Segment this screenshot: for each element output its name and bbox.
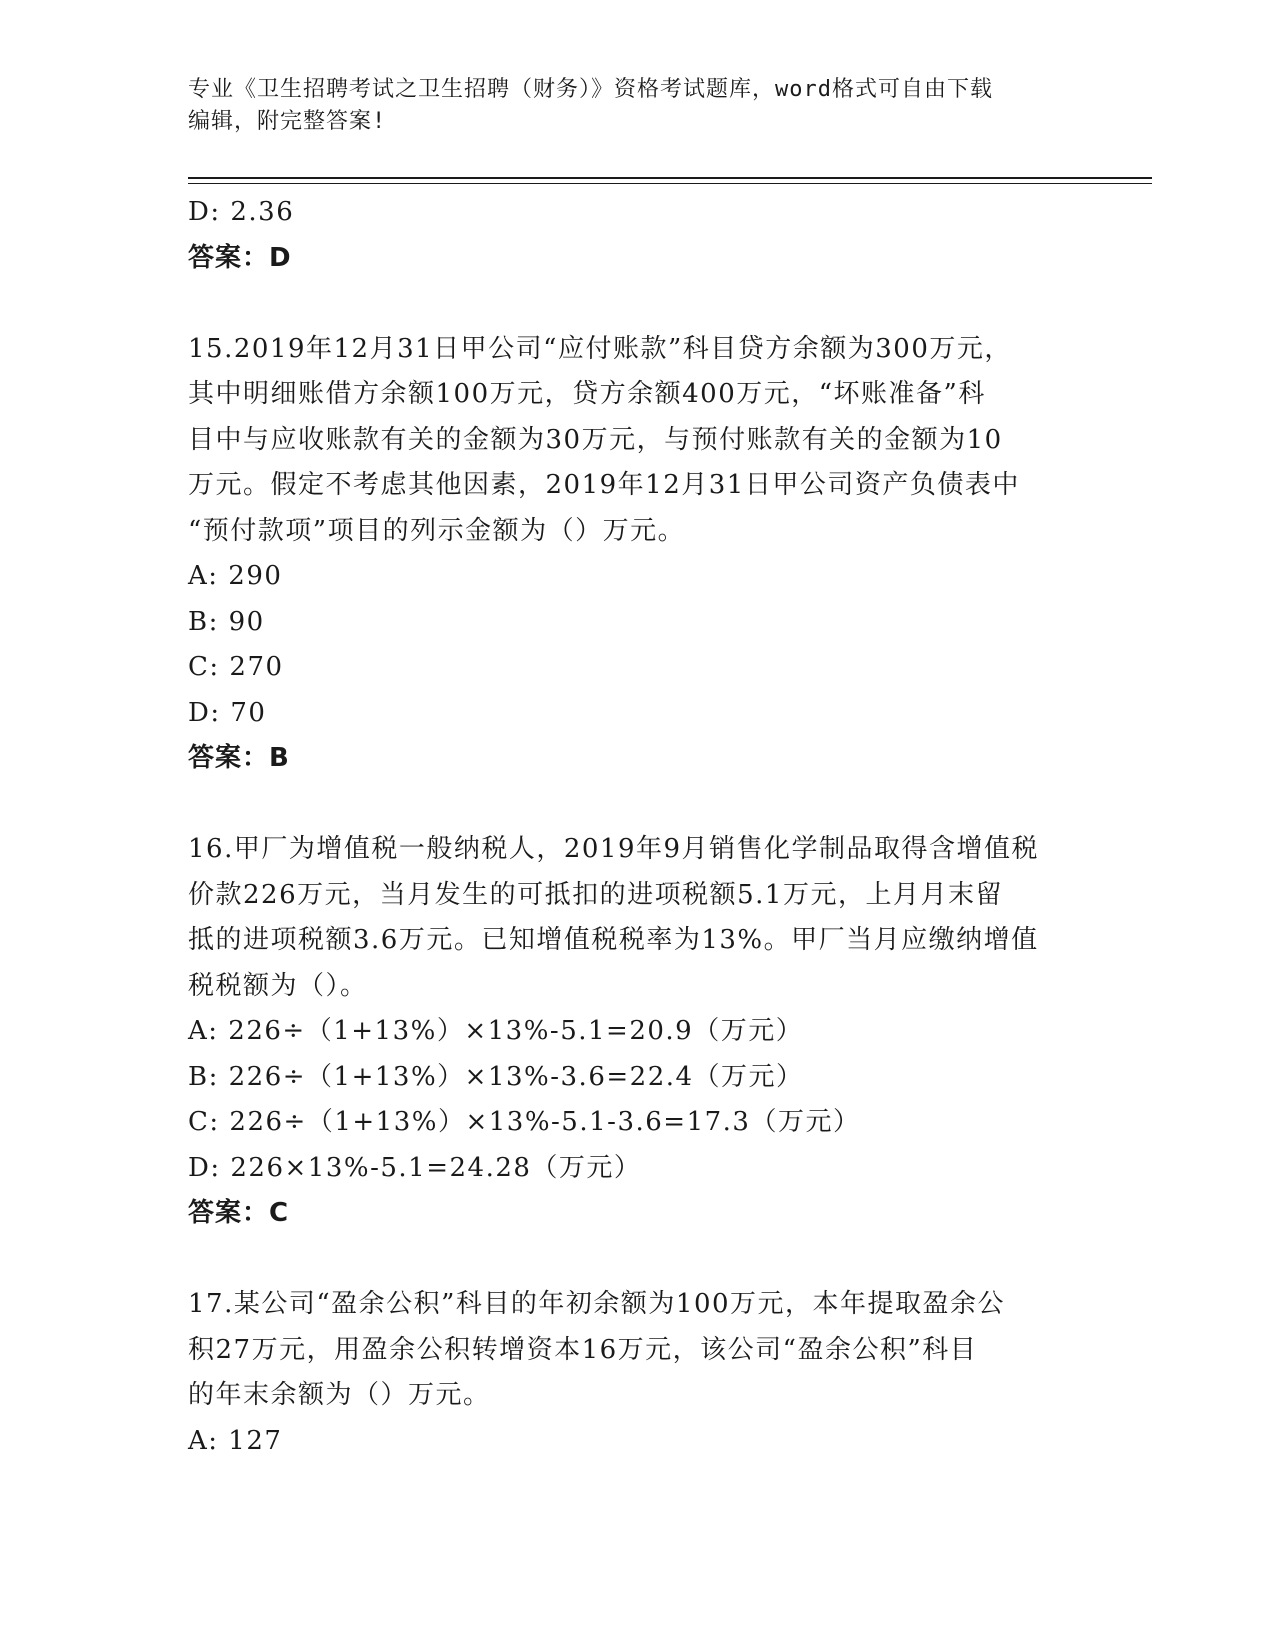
answer-line: 答案：B bbox=[188, 743, 290, 773]
question-text-line: 万元。假定不考虑其他因素，2019年12月31日甲公司资产负债表中 bbox=[188, 470, 1020, 500]
question-text-line: 其中明细账借方余额100万元，贷方余额400万元，“坏账准备”科 bbox=[188, 379, 986, 409]
question-text-line: “预付款项”项目的列示金额为（）万元。 bbox=[188, 515, 686, 546]
header-line-1: 专业《卫生招聘考试之卫生招聘（财务）》资格考试题库，word格式可自由下载 bbox=[188, 77, 993, 102]
header-line-2: 编辑，附完整答案! bbox=[188, 109, 387, 134]
answer-line: 答案：C bbox=[188, 1198, 290, 1228]
previous-question-tail bbox=[188, 190, 1088, 281]
option-a: A: 226÷（1+13%）×13%-5.1=20.9（万元） bbox=[188, 1016, 804, 1046]
question-text-line: 16.甲厂为增值税一般纳税人，2019年9月销售化学制品取得含增值税 bbox=[188, 834, 1040, 864]
question-17 bbox=[188, 1282, 1088, 1464]
question-text-line: 税税额为（）。 bbox=[188, 970, 368, 1001]
option-b: B: 90 bbox=[188, 606, 265, 637]
option-d: D: 2.36 bbox=[188, 197, 295, 227]
answer-line: 答案：D bbox=[188, 242, 292, 273]
header-divider-thin bbox=[188, 183, 1152, 184]
question-text-line: 17.某公司“盈余公积”科目的年初余额为100万元，本年提取盈余公 bbox=[188, 1289, 1006, 1319]
option-d: D: 70 bbox=[188, 697, 267, 728]
question-text-line: 目中与应收账款有关的金额为30万元，与预付账款有关的金额为10 bbox=[188, 424, 1003, 455]
header-divider-thick bbox=[188, 177, 1152, 179]
spacer bbox=[188, 782, 1088, 828]
question-text-line: 积27万元，用盈余公积转增资本16万元，该公司“盈余公积”科目 bbox=[188, 1334, 978, 1365]
page-header bbox=[188, 74, 1088, 138]
question-15 bbox=[188, 327, 1088, 782]
spacer bbox=[188, 1237, 1088, 1283]
question-text-line: 15.2019年12月31日甲公司“应付账款”科目贷方余额为300万元， bbox=[188, 333, 1012, 364]
spacer bbox=[188, 281, 1088, 327]
option-c: C: 226÷（1+13%）×13%-5.1-3.6=17.3（万元） bbox=[188, 1107, 861, 1137]
document-body bbox=[188, 190, 1088, 1464]
option-d: D: 226×13%-5.1=24.28（万元） bbox=[188, 1152, 642, 1183]
option-b: B: 226÷（1+13%）×13%-3.6=22.4（万元） bbox=[188, 1061, 804, 1092]
question-16 bbox=[188, 827, 1088, 1237]
question-text-line: 价款226万元，当月发生的可抵扣的进项税额5.1万元，上月月末留 bbox=[188, 879, 1003, 910]
question-text-line: 的年末余额为（）万元。 bbox=[188, 1380, 491, 1410]
option-a: A: 127 bbox=[188, 1425, 283, 1456]
option-c: C: 270 bbox=[188, 652, 284, 682]
option-a: A: 290 bbox=[188, 561, 283, 591]
question-text-line: 抵的进项税额3.6万元。已知增值税税率为13%。甲厂当月应缴纳增值 bbox=[188, 925, 1039, 955]
